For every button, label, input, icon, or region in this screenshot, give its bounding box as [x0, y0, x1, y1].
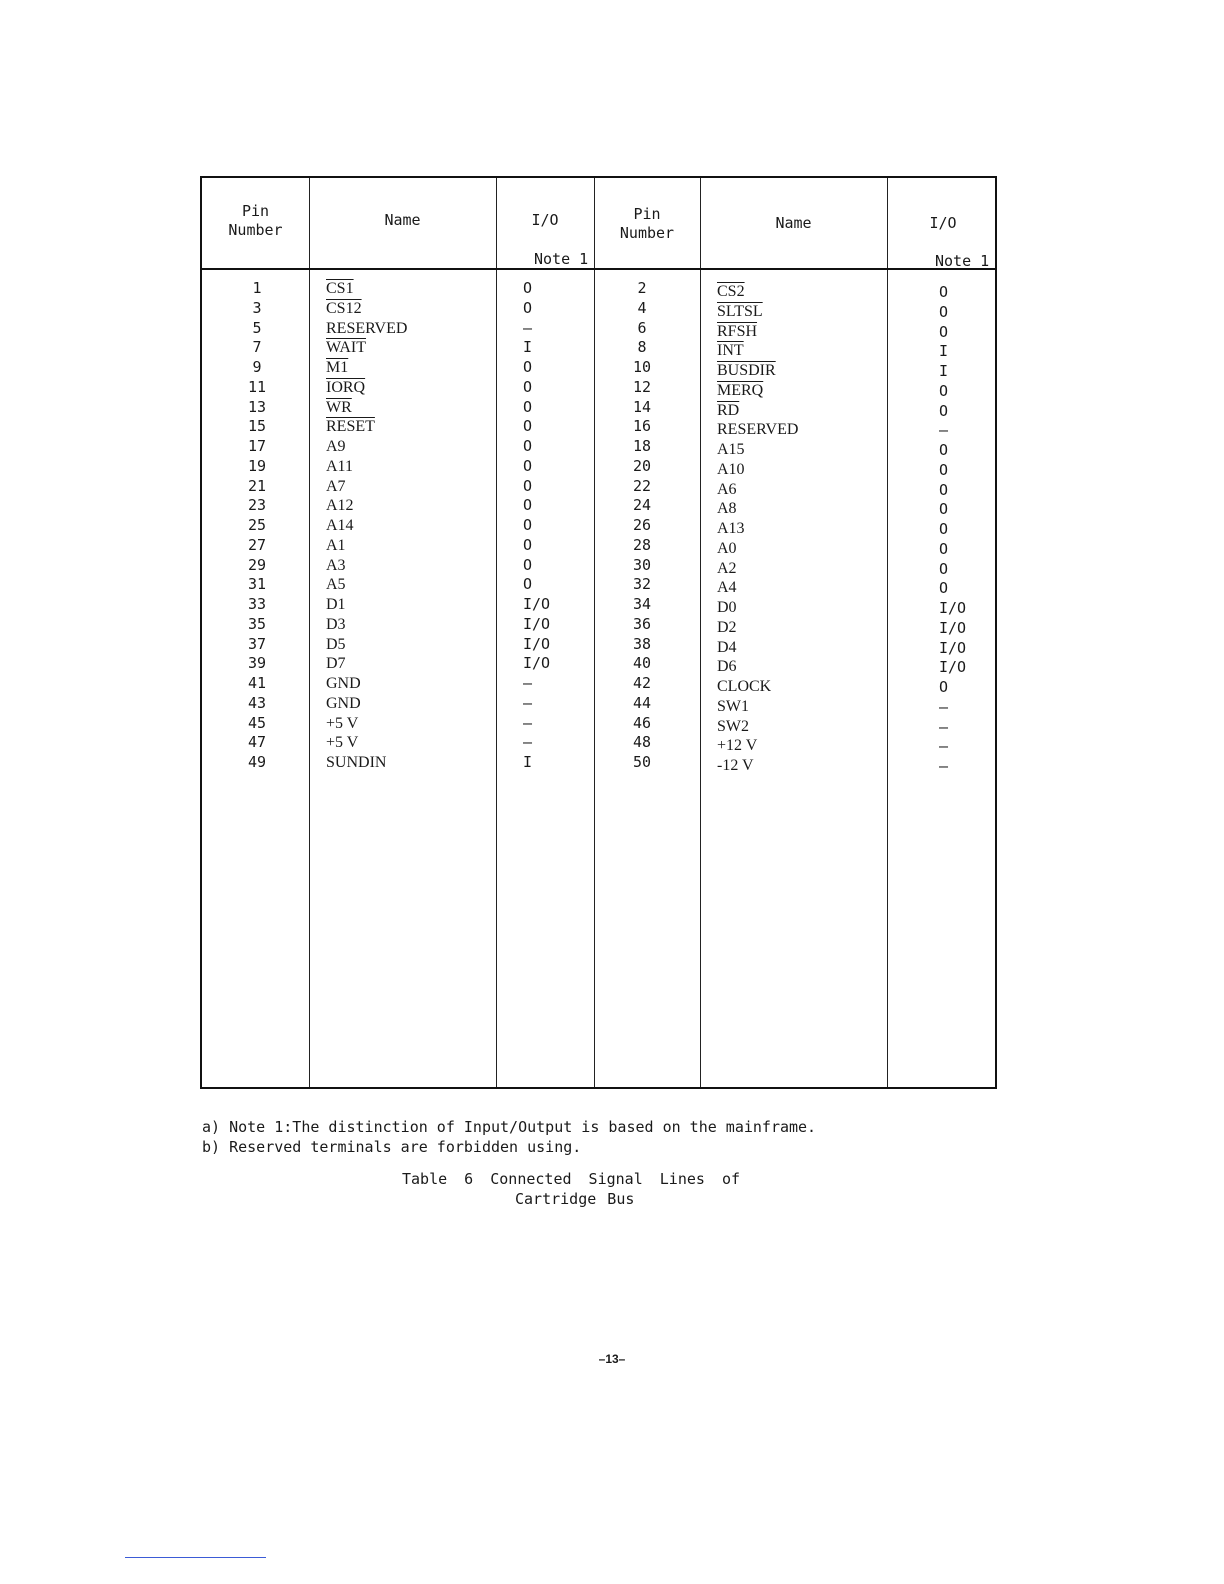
left-pin-cell: 19	[247, 456, 267, 475]
left-io-cell: –	[523, 674, 533, 692]
right-name-cell: D4	[717, 638, 737, 656]
left-pin-cell: 25	[247, 516, 267, 534]
right-io-cell: O	[939, 460, 949, 479]
left-io-cell: I/O	[523, 595, 551, 613]
right-name-cell: A10	[717, 460, 745, 478]
right-io-cell: O	[939, 401, 949, 420]
left-io-cell: I/O	[523, 654, 551, 673]
right-io-cell: O	[939, 678, 949, 696]
left-io-cell: O	[523, 358, 533, 376]
right-pin-cell: 34	[632, 595, 652, 613]
left-pin-column	[202, 279, 312, 773]
left-name-cell: A5	[326, 576, 346, 594]
left-io-cell: I/O	[523, 634, 551, 653]
left-pin-cell: 41	[247, 674, 267, 692]
left-name-cell: $\overline{WR}$	[326, 398, 352, 416]
right-name-cell: A8	[717, 500, 737, 518]
left-io-cell: O	[523, 535, 533, 554]
right-pin-cell: 32	[632, 575, 652, 594]
left-io-cell: O	[523, 397, 533, 416]
left-pin-cell: 9	[252, 358, 262, 376]
column-divider	[887, 178, 888, 1087]
left-io-cell: O	[523, 298, 533, 317]
right-pin-cell: 26	[632, 516, 652, 534]
right-io-cell: O	[939, 480, 949, 499]
left-pin-cell: 15	[247, 417, 267, 436]
left-io-cell: –	[523, 318, 533, 337]
footnote-a: a) Note 1:The distinction of Input/Output is based on the mainframe.	[202, 1118, 817, 1136]
right-name-cell: D6	[717, 658, 737, 676]
right-io-cell: –	[939, 421, 949, 440]
header-rule	[202, 268, 995, 270]
caption-line-2: Cartridge Bus	[515, 1190, 635, 1208]
left-io-cell: O	[523, 279, 533, 297]
right-io-cell: –	[939, 697, 949, 716]
right-name-cell: RESERVED	[717, 421, 799, 439]
left-pin-cell: 1	[252, 279, 262, 297]
footer-rule	[125, 1557, 266, 1558]
right-io-cell: I/O	[939, 658, 967, 677]
right-pin-cell: 50	[632, 753, 652, 771]
right-pin-cell: 42	[632, 674, 652, 692]
left-name-cell: IORQ	[326, 378, 366, 396]
left-pin-cell: 49	[247, 753, 267, 771]
right-io-cell: O	[939, 539, 949, 558]
right-io-cell: O	[939, 500, 949, 519]
left-pin-cell: 23	[247, 496, 267, 515]
right-io-cell: O	[939, 579, 949, 598]
right-pin-cell: 36	[632, 614, 652, 633]
right-name-cell: CLOCK	[717, 678, 772, 695]
right-name-cell: D0	[717, 599, 737, 616]
table-caption	[402, 1169, 740, 1209]
right-pin-column	[587, 279, 697, 773]
left-name-cell: D7	[326, 655, 346, 673]
left-pin-cell: 17	[247, 437, 267, 455]
left-name-cell: M1	[326, 359, 349, 376]
header-io: I/O	[531, 211, 559, 229]
right-name-cell: A13	[717, 520, 745, 537]
right-pin-cell: 38	[632, 634, 652, 653]
left-name-cell: RESET	[326, 418, 375, 436]
header-io: I/O	[929, 214, 957, 232]
column-divider	[496, 178, 497, 1087]
left-name-cell: SUNDIN	[326, 754, 387, 771]
left-io-cell: O	[523, 496, 533, 515]
left-name-cell: A14	[326, 517, 354, 534]
left-io-cell: O	[523, 437, 533, 455]
left-name-cell: GND	[326, 675, 361, 692]
right-name-cell: RFSH	[717, 322, 758, 340]
right-name-cell: MERQ	[717, 381, 764, 399]
left-io-cell: I	[523, 753, 533, 771]
left-io-cell: –	[523, 693, 533, 712]
right-io-cell: I/O	[939, 618, 967, 637]
left-name-cell: CS12	[326, 299, 362, 317]
right-name-cell: $\overline{RD}$	[717, 401, 740, 419]
right-pin-cell: 28	[632, 535, 652, 554]
right-pin-cell: 46	[632, 713, 652, 732]
footnote-b: b) Reserved terminals are forbidden using.	[202, 1138, 582, 1156]
left-name-cell: A7	[326, 477, 346, 495]
left-pin-cell: 39	[247, 654, 267, 673]
right-pin-cell: 20	[632, 456, 652, 475]
left-io-cell: I/O	[523, 614, 551, 633]
header-note: Note 1	[534, 250, 589, 268]
right-io-cell: O	[939, 441, 949, 459]
right-name-cell: D2	[717, 618, 737, 636]
right-name-cell: A4	[717, 579, 737, 597]
right-pin-cell: 4	[637, 298, 647, 317]
header-name: Name	[384, 211, 421, 229]
left-name-cell: +5 V	[326, 734, 359, 752]
footnotes	[202, 1117, 816, 1157]
right-pin-cell: 12	[632, 377, 652, 396]
right-name-column	[717, 282, 887, 776]
left-pin-cell: 45	[247, 713, 267, 732]
left-io-column	[523, 279, 593, 773]
right-io-cell: –	[939, 757, 949, 775]
right-name-cell: $\overline{INT}$	[717, 342, 744, 360]
right-io-column	[939, 283, 999, 777]
left-io-cell: O	[523, 476, 533, 495]
right-io-cell: I/O	[939, 638, 967, 657]
right-pin-cell: 22	[632, 476, 652, 495]
right-name-cell: SLTSL	[717, 302, 763, 320]
left-io-cell: –	[523, 733, 533, 752]
right-name-cell: -12 V	[717, 757, 754, 774]
left-name-column	[326, 279, 496, 773]
left-name-cell: D5	[326, 635, 346, 653]
left-io-cell: O	[523, 575, 533, 594]
left-pin-cell: 27	[247, 535, 267, 554]
right-io-cell: O	[939, 283, 949, 301]
right-pin-cell: 2	[637, 279, 647, 297]
right-pin-cell: 24	[632, 496, 652, 515]
right-pin-cell: 30	[632, 555, 652, 574]
right-pin-cell: 6	[637, 318, 647, 337]
left-io-cell: I	[523, 338, 533, 357]
right-io-cell: O	[939, 322, 949, 341]
left-io-cell: O	[523, 377, 533, 396]
right-name-cell: +12 V	[717, 737, 758, 755]
right-pin-cell: 8	[637, 338, 647, 357]
left-pin-cell: 31	[247, 575, 267, 594]
left-io-cell: O	[523, 555, 533, 574]
left-name-cell: D3	[326, 615, 346, 633]
left-name-cell: A9	[326, 438, 346, 455]
right-name-cell: CS2	[717, 283, 745, 300]
left-pin-cell: 3	[252, 298, 262, 317]
right-pin-cell: 44	[632, 693, 652, 712]
left-pin-cell: 13	[247, 397, 267, 416]
right-pin-cell: 10	[632, 358, 652, 376]
header-note: Note 1	[935, 252, 990, 270]
left-pin-cell: 37	[247, 634, 267, 653]
right-name-cell: SW1	[717, 697, 749, 715]
right-io-cell: O	[939, 302, 949, 321]
left-name-cell: +5 V	[326, 714, 359, 732]
left-pin-cell: 7	[252, 338, 262, 357]
left-pin-cell: 35	[247, 614, 267, 633]
left-pin-cell: 29	[247, 555, 267, 574]
left-pin-cell: 5	[252, 318, 262, 337]
right-name-cell: A15	[717, 441, 745, 458]
left-name-cell: A1	[326, 536, 346, 554]
header-pin-number: Pin Number	[228, 202, 283, 239]
left-io-cell: O	[523, 516, 533, 534]
left-pin-cell: 21	[247, 476, 267, 495]
left-pin-cell: 11	[247, 377, 267, 396]
column-divider	[700, 178, 701, 1087]
right-io-cell: –	[939, 737, 949, 756]
left-name-cell: RESERVED	[326, 319, 408, 337]
right-io-cell: I	[939, 342, 949, 361]
right-name-cell: A0	[717, 539, 737, 557]
right-pin-cell: 14	[632, 397, 652, 416]
left-name-cell: A12	[326, 497, 354, 515]
caption-line-1: Table 6 Connected Signal Lines of	[402, 1170, 741, 1188]
pin-table	[200, 176, 997, 1089]
left-io-cell: O	[523, 456, 533, 475]
header-name: Name	[775, 214, 812, 232]
left-name-cell: WAIT	[326, 339, 366, 357]
right-io-cell: –	[939, 717, 949, 736]
page-number: –13–	[598, 1352, 626, 1366]
right-pin-cell: 48	[632, 733, 652, 752]
header-pin-number: Pin Number	[619, 205, 675, 242]
right-pin-cell: 18	[632, 437, 652, 455]
left-pin-cell: 47	[247, 733, 267, 752]
left-name-cell: CS1	[326, 280, 354, 297]
left-name-cell: GND	[326, 694, 361, 712]
right-io-cell: I/O	[939, 599, 967, 617]
right-name-cell: A6	[717, 480, 737, 498]
right-io-cell: I	[939, 362, 949, 380]
left-name-cell: A11	[326, 457, 353, 475]
left-pin-cell: 43	[247, 693, 267, 712]
right-name-cell: A2	[717, 559, 737, 577]
right-name-cell: BUSDIR	[717, 362, 776, 379]
right-io-cell: O	[939, 381, 949, 400]
right-pin-cell: 40	[632, 654, 652, 673]
left-io-cell: O	[523, 417, 533, 436]
right-name-cell: SW2	[717, 717, 749, 735]
right-io-cell: O	[939, 559, 949, 578]
left-name-cell: A3	[326, 556, 346, 574]
left-name-cell: D1	[326, 596, 346, 613]
left-io-cell: –	[523, 713, 533, 732]
left-pin-cell: 33	[247, 595, 267, 613]
right-io-cell: O	[939, 520, 949, 538]
right-pin-cell: 16	[632, 417, 652, 436]
